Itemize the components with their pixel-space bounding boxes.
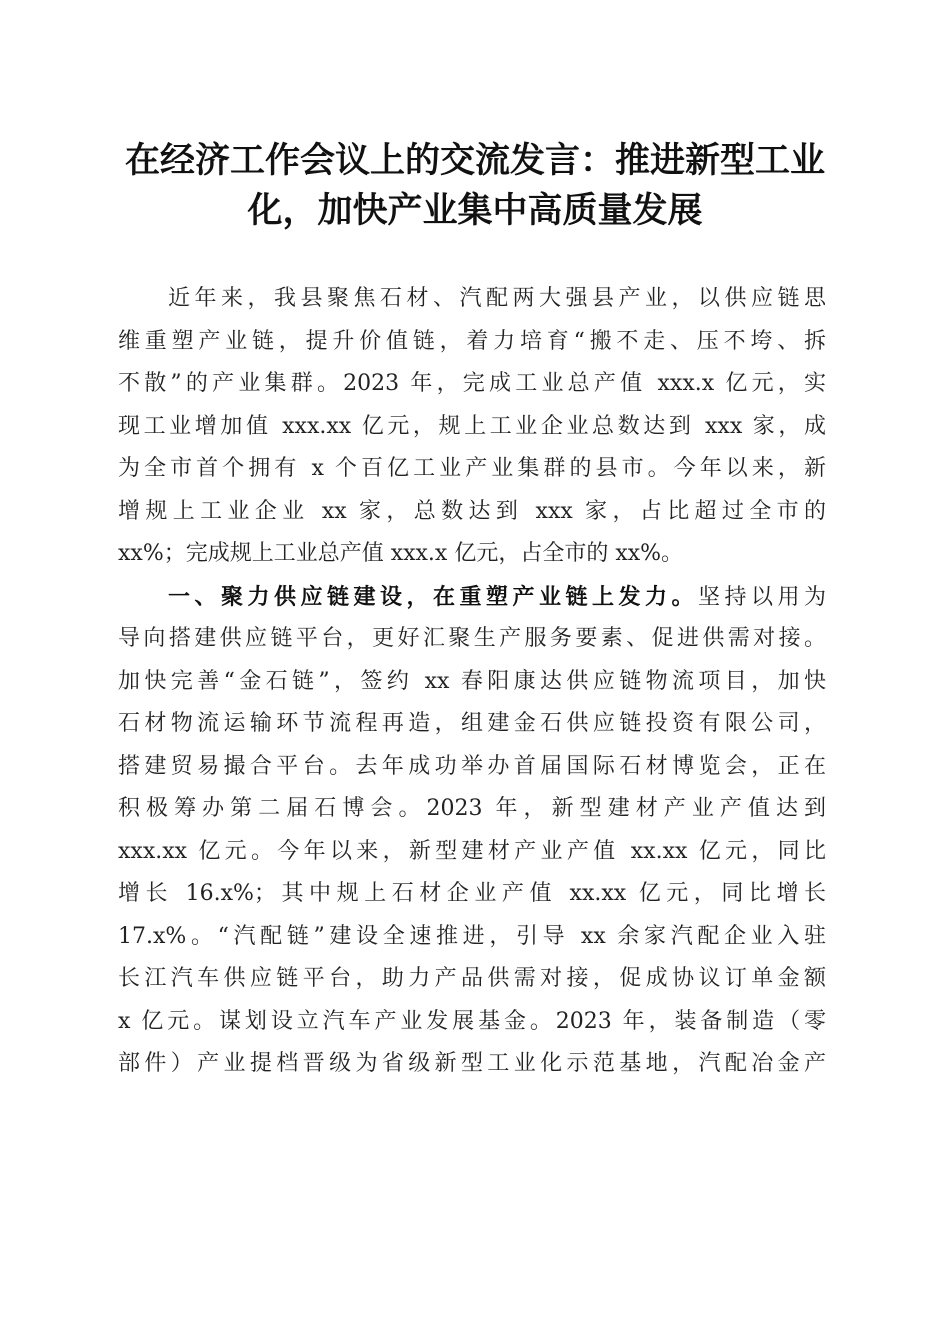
text-line: 维重塑产业链，提升价值链，着力培育“搬不走、压不垮、拆: [118, 328, 826, 354]
text-line: 部件）产业提档晋级为省级新型工业化示范基地，汽配冶金产: [118, 1051, 826, 1076]
text-line: [118, 576, 826, 619]
title-line-1: 在经济工作会议上的交流发言：推进新型工业: [124, 140, 825, 181]
text-line: 增长 16.x%；其中规上石材企业产值 xx.xx 亿元，同比增长: [118, 881, 826, 906]
text-line: 积极筹办第二届石博会。2023 年，新型建材产业产值达到: [118, 796, 826, 821]
text-line: 不散”的产业集群。2023 年，完成工业总产值 xxx.x 亿元，实: [118, 371, 826, 396]
text-line: 近年来，我县聚焦石材、汽配两大强县产业，以供应链思: [168, 286, 826, 311]
text-line: 石材物流运输环节流程再造，组建金石供应链投资有限公司，: [118, 711, 826, 736]
text-line: 长江汽车供应链平台，助力产品供需对接，促成协议订单金额: [118, 966, 826, 991]
text-line: 现工业增加值 xxx.xx 亿元，规上工业企业总数达到 xxx 家，成: [118, 413, 826, 439]
text-line: 加快完善“金石链”，签约 xx 春阳康达供应链物流项目，加快: [118, 668, 826, 694]
document-title: [110, 136, 840, 236]
paragraph-intro: [118, 278, 826, 576]
text-run: 坚持以用为: [697, 584, 826, 610]
title-line-2: 化，加快产业集中高质量发展: [247, 190, 703, 231]
text-line: 导向搭建供应链平台，更好汇聚生产服务要素、促进供需对接。: [118, 626, 826, 651]
text-line: 17.x%。“汽配链”建设全速推进，引导 xx 余家汽配企业入驻: [118, 923, 826, 949]
section-heading: 一、聚力供应链建设，在重塑产业链上发力。: [168, 583, 698, 610]
text-line: xxx.xx 亿元。今年以来，新型建材产业产值 xx.xx 亿元，同比: [118, 838, 826, 864]
paragraph-supply-chain: [118, 576, 826, 1086]
text-line: 为全市首个拥有 x 个百亿工业产业集群的县市。今年以来，新: [118, 456, 826, 481]
text-line: 搭建贸易撮合平台。去年成功举办首届国际石材博览会，正在: [118, 753, 826, 779]
text-line: x 亿元。谋划设立汽车产业发展基金。2023 年，装备制造（零: [118, 1008, 826, 1034]
document-body: [118, 278, 826, 1086]
text-line: 增规上工业企业 xx 家，总数达到 xxx 家，占比超过全市的: [118, 498, 826, 524]
text-line: xx%；完成规上工业总产值 xxx.x 亿元，占全市的 xx%。: [118, 541, 684, 566]
